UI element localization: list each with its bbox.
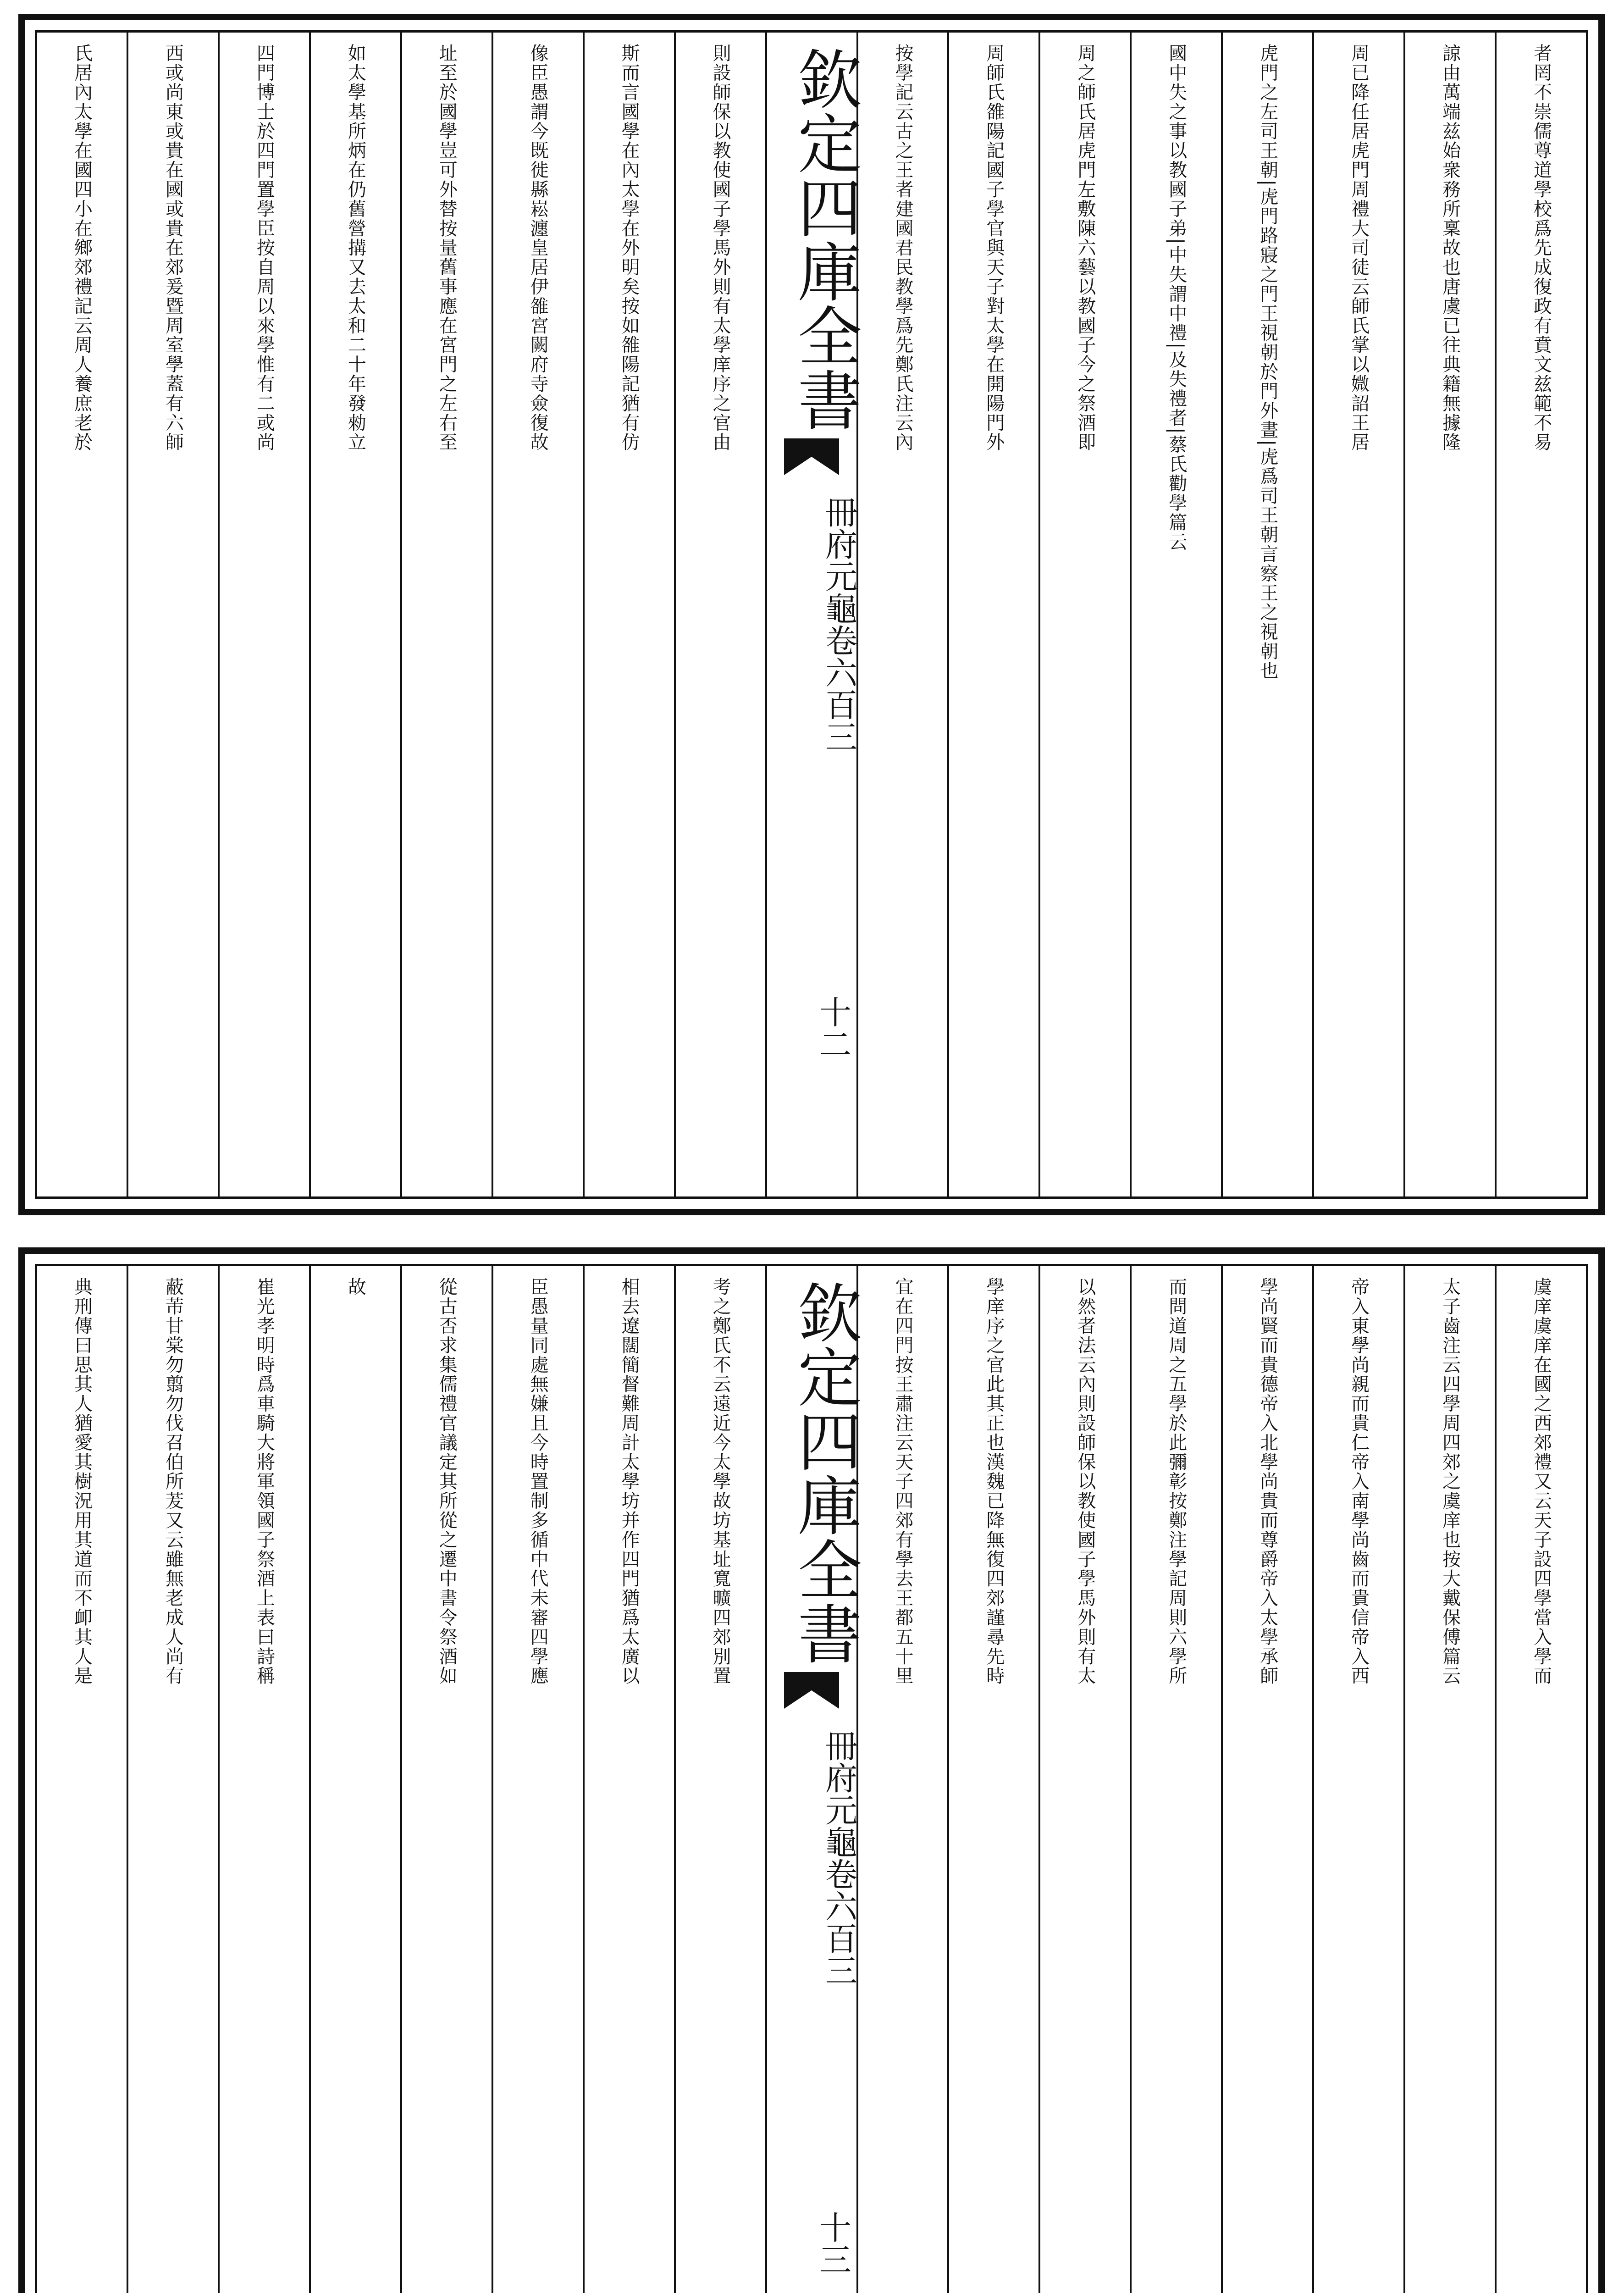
text-column — [1403, 1266, 1495, 2293]
book-name: 冊府元龜 — [820, 1729, 858, 1858]
text-column — [1130, 1266, 1221, 2293]
column-text: 國中失之事以教國子弟|中失謂中禮|及失禮者|蔡氏勸學篇云 — [1166, 44, 1187, 552]
column-text: 周之師氏居虎門左敷陳六藝以教國子今之祭酒即 — [1074, 44, 1096, 452]
column-text: 氏居內太學在國四小在鄉郊禮記云周人養庶老於 — [71, 44, 93, 452]
book-title: 欽定四庫全書 — [787, 1280, 862, 1665]
text-column — [127, 33, 218, 1196]
text-column — [492, 33, 583, 1196]
page-top-frame — [35, 30, 1588, 1199]
column-text: 從古否求集儒禮官議定其所從之遷中書令祭酒如 — [436, 1277, 458, 1686]
text-column — [1221, 33, 1312, 1196]
column-text: 典刑傳曰思其人猶愛其樹況用其道而不卹其人是 — [71, 1277, 93, 1686]
column-text: 蔽芾甘棠勿翦勿伐召伯所茇又云雖無老成人尚有 — [162, 1277, 184, 1686]
text-column — [1495, 1266, 1586, 2293]
text-column — [492, 1266, 583, 2293]
column-text: 學庠序之官此其正也漢魏已降無復四郊謹尋先時 — [983, 1277, 1005, 1686]
column-text: 臣愚量同處無嫌且今時置制多循中代未審四學應 — [527, 1277, 549, 1686]
column-text: 諒由萬端兹始衆務所稟故也唐虞已往典籍無據隆 — [1439, 44, 1461, 452]
column-text: 址至於國學豈可外替按量舊事應在宮門之左右至 — [436, 44, 458, 452]
text-column — [309, 33, 400, 1196]
column-text: 周師氏雒陽記國子學官與天子對太學在開陽門外 — [983, 44, 1005, 452]
fish-tail-mark-icon — [782, 436, 841, 477]
column-text: 斯而言國學在內太學在外明矣按如雒陽記猶有仿 — [619, 44, 640, 452]
text-column — [400, 1266, 492, 2293]
text-column — [1403, 33, 1495, 1196]
book-subtitle — [767, 1729, 856, 1986]
center-header-column — [765, 33, 862, 1196]
text-column — [127, 1266, 218, 2293]
text-column — [37, 1266, 127, 2293]
column-text: 學尚賢而貴德帝入北學尚貴而尊爵帝入太學承師 — [1257, 1277, 1278, 1686]
column-text: 虎門之左司王朝|虎門路寢之門王視朝於門外晝|虎爲司王朝言察王之視朝也 — [1257, 44, 1278, 681]
column-text: 如太學基所炳在仍舊營搆又去太和二十年發勑立 — [345, 44, 366, 452]
text-column — [1038, 33, 1130, 1196]
volume-label: 卷六百三 — [820, 1858, 858, 1986]
column-text: 西或尚東或貴在國或貴在郊爰暨周室學蓋有六師 — [162, 44, 184, 452]
leaf-number: 十三 — [814, 2211, 852, 2275]
column-text: 相去遼闊簡督難周計太學坊并作四門猶爲太廣以 — [619, 1277, 640, 1686]
column-text: 宜在四門按王肅注云天子四郊有學去王都五十里 — [892, 1277, 913, 1686]
text-column — [674, 1266, 765, 2293]
book-title: 欽定四庫全書 — [787, 46, 862, 432]
column-text: 四門博士於四門置學臣按自周以來學惟有二或尚 — [254, 44, 275, 452]
book-name: 冊府元龜 — [820, 496, 858, 624]
center-header-column — [765, 1266, 862, 2293]
book-subtitle — [767, 496, 856, 753]
page-bottom — [18, 1247, 1605, 2293]
text-column — [856, 1266, 948, 2293]
text-column — [218, 1266, 309, 2293]
text-column — [856, 33, 948, 1196]
text-column — [1312, 33, 1403, 1196]
text-column — [1312, 1266, 1403, 2293]
page-top — [18, 14, 1605, 1215]
text-column — [218, 33, 309, 1196]
text-column — [947, 1266, 1038, 2293]
text-column — [309, 1266, 400, 2293]
column-text: 考之鄭氏不云遠近今太學故坊基址寬曠四郊別置 — [710, 1277, 731, 1686]
leaf-number: 十二 — [814, 996, 852, 1060]
text-column — [1495, 33, 1586, 1196]
page-top-columns — [37, 33, 1586, 1196]
column-text: 帝入東學尚親而貴仁帝入南學尚齒而貴信帝入西 — [1348, 1277, 1370, 1686]
page-bottom-columns — [37, 1266, 1586, 2293]
text-column — [1038, 1266, 1130, 2293]
text-column — [1130, 33, 1221, 1196]
volume-label: 卷六百三 — [820, 624, 858, 753]
column-text: 故 — [345, 1277, 366, 1297]
text-column — [674, 33, 765, 1196]
column-text: 者罔不崇儒尊道學校爲先成復政有賁文兹範不易 — [1530, 44, 1552, 452]
fish-tail-mark-icon — [782, 1670, 841, 1711]
column-text: 而問道周之五學於此彌彰按鄭注學記周則六學所 — [1166, 1277, 1187, 1686]
text-column — [583, 1266, 674, 2293]
text-column — [37, 33, 127, 1196]
text-column — [1221, 1266, 1312, 2293]
text-column — [583, 33, 674, 1196]
column-text: 虞庠虞庠在國之西郊禮又云天子設四學當入學而 — [1530, 1277, 1552, 1686]
column-text: 太子齒注云四學周四郊之虞庠也按大戴保傅篇云 — [1439, 1277, 1461, 1686]
page-bottom-frame — [35, 1264, 1588, 2293]
column-text: 按學記云古之王者建國君民教學爲先鄭氏注云內 — [892, 44, 913, 452]
text-column — [947, 33, 1038, 1196]
text-column — [400, 33, 492, 1196]
column-text: 周已降任居虎門周禮大司徒云師氏掌以媺詔王居 — [1348, 44, 1370, 452]
column-text: 則設師保以教使國子學馬外則有太學庠序之官由 — [710, 44, 731, 452]
column-text: 像臣愚謂今既徙縣崧瀍皇居伊雒宮闕府寺僉復故 — [527, 44, 549, 452]
column-text: 以然者法云內則設師保以教使國子學馬外則有太 — [1074, 1277, 1096, 1686]
column-text: 崔光孝明時爲車騎大將軍領國子祭酒上表曰詩稱 — [254, 1277, 275, 1686]
